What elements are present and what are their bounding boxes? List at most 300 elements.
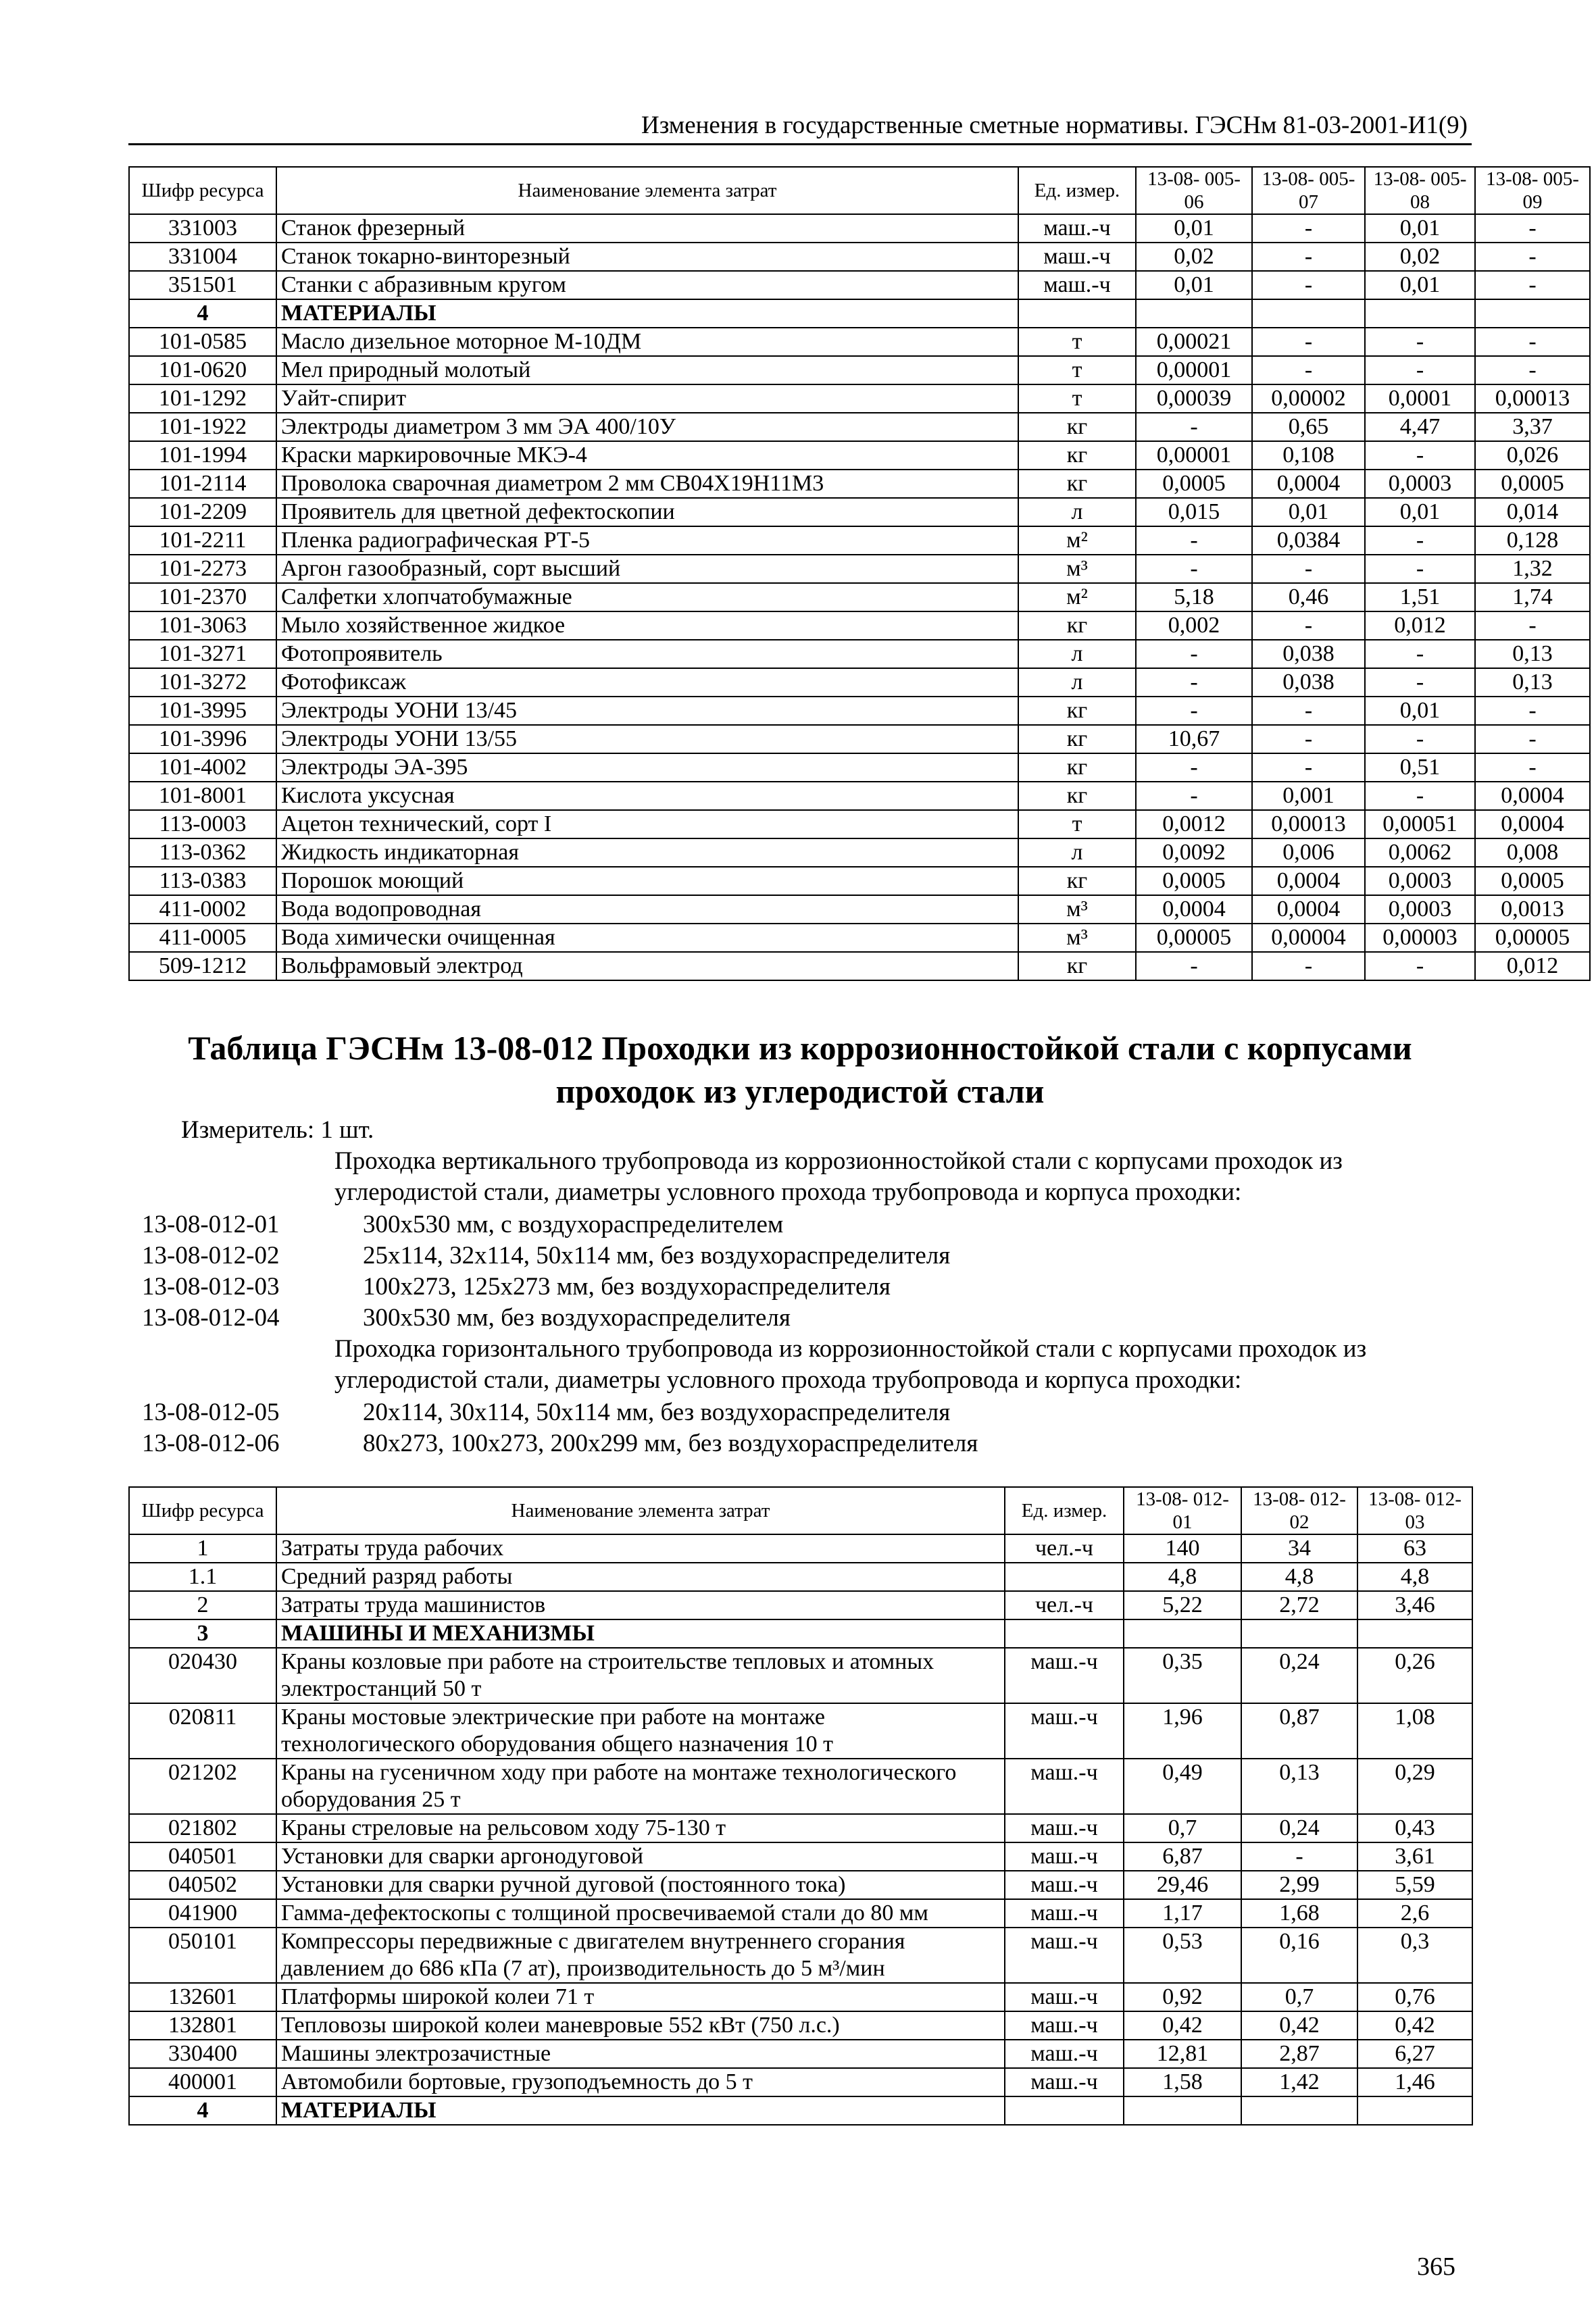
unit: кг [1018,725,1136,753]
resource-code: 050101 [129,1928,276,1983]
unit [1005,2096,1124,2125]
norm-value: 0,0005 [1475,470,1590,498]
norm-value: 0,16 [1241,1928,1357,1983]
norm-value: 0,00021 [1136,328,1252,356]
norm-value: - [1136,952,1252,980]
resource-code: 020811 [129,1703,276,1759]
resource-name: Краны на гусеничном ходу при работе на монтаже технологического оборудования 25 т [276,1759,1005,1814]
resource-name: Электроды ЭА-395 [276,753,1018,782]
norm-value: 0,0005 [1475,867,1590,895]
norm-value: 0,002 [1136,611,1252,640]
norm-value: 0,01 [1365,697,1475,725]
unit: маш.-ч [1005,2040,1124,2068]
resource-code: 113-0383 [129,867,276,895]
norm-value: - [1136,413,1252,441]
table-row [129,271,1590,299]
unit: маш.-ч [1005,1703,1124,1759]
unit: маш.-ч [1005,1928,1124,1983]
unit: кг [1018,441,1136,470]
norm-value: - [1252,611,1365,640]
resource-table-13-08-012 [128,1486,1473,2126]
norm-value: 0,0005 [1136,470,1252,498]
unit [1005,1619,1124,1648]
table-row [129,867,1590,895]
norm-value: 0,00039 [1136,384,1252,413]
norm-value: 0,53 [1124,1928,1241,1983]
norm-value: 0,49 [1124,1759,1241,1814]
table-row [129,2040,1472,2068]
resource-code: 020430 [129,1648,276,1703]
unit: маш.-ч [1005,2068,1124,2096]
unit: т [1018,328,1136,356]
norm-value: 0,0004 [1252,895,1365,924]
resource-name: Автомобили бортовые, грузоподъемность до 5 т [276,2068,1005,2096]
norm-code: 13-08-012-06 [142,1430,280,1457]
norm-value: - [1365,441,1475,470]
table-row [129,753,1590,782]
resource-name: Фотофиксаж [276,668,1018,697]
resource-code: 351501 [129,271,276,299]
page-number: 365 [1417,2253,1455,2281]
header-col: 13-08- 005-07 [1252,167,1365,214]
table-row [129,384,1590,413]
norm-value: 0,13 [1475,640,1590,668]
norm-value: 4,8 [1124,1563,1241,1591]
table-row [129,697,1590,725]
header-unit: Ед. измер. [1018,167,1136,214]
unit: м² [1018,583,1136,611]
norm-value [1357,1619,1472,1648]
table-row [129,526,1590,555]
header-code: Шифр ресурса [129,1487,276,1534]
resource-name: Вода химически очищенная [276,924,1018,952]
norm-value: - [1365,526,1475,555]
norm-value: 0,0013 [1475,895,1590,924]
resource-code: 101-2209 [129,498,276,526]
norm-value: 0,038 [1252,668,1365,697]
table-row [129,952,1590,980]
table-row [129,782,1590,810]
norm-value: - [1475,697,1590,725]
resource-code: 101-4002 [129,753,276,782]
norm-value: - [1252,243,1365,271]
table-row [129,1928,1472,1983]
norm-value: - [1252,555,1365,583]
norm-value: - [1475,271,1590,299]
norm-value: 2,99 [1241,1871,1357,1899]
norm-value: 1,32 [1475,555,1590,583]
resource-code: 330400 [129,2040,276,2068]
norm-value: 0,7 [1241,1983,1357,2011]
table-row [129,810,1590,838]
resource-code: 113-0362 [129,838,276,867]
norm-value: - [1252,697,1365,725]
norm-value: 0,108 [1252,441,1365,470]
table-row [129,583,1590,611]
resource-code: 021802 [129,1814,276,1842]
resource-name: Платформы широкой колеи 71 т [276,1983,1005,2011]
norm-value: - [1365,952,1475,980]
norm-value: 0,00002 [1252,384,1365,413]
norm-value [1357,2096,1472,2125]
resource-code: 101-1994 [129,441,276,470]
unit: маш.-ч [1018,271,1136,299]
resource-code: 1.1 [129,1563,276,1591]
unit: т [1018,384,1136,413]
unit: т [1018,356,1136,384]
resource-code: 101-8001 [129,782,276,810]
unit: т [1018,810,1136,838]
resource-code: 101-1292 [129,384,276,413]
header-col: 13-08- 005-06 [1136,167,1252,214]
norm-value: - [1252,328,1365,356]
resource-code: 4 [129,2096,276,2125]
resource-name: Установки для сварки аргонодуговой [276,1842,1005,1871]
norm-value: 0,29 [1357,1759,1472,1814]
table-row [129,243,1590,271]
norm-value: - [1475,243,1590,271]
unit: маш.-ч [1005,1814,1124,1842]
resource-name: Мел природный молотый [276,356,1018,384]
norm-value: 3,61 [1357,1842,1472,1871]
norm-value: 0,0004 [1136,895,1252,924]
unit: кг [1018,413,1136,441]
norm-value: 2,72 [1241,1591,1357,1619]
norm-value: 0,0003 [1365,470,1475,498]
norm-value: 140 [1124,1534,1241,1563]
norm-value: 0,51 [1365,753,1475,782]
table-row [129,1648,1472,1703]
norm-value: - [1475,356,1590,384]
norm-value: - [1475,328,1590,356]
norm-value [1365,299,1475,328]
norm-value: 0,01 [1136,271,1252,299]
norm-value: 0,24 [1241,1814,1357,1842]
resource-code: 101-1922 [129,413,276,441]
norm-description: 300x530 мм, без воздухораспределителя [363,1304,791,1332]
header-col: 13-08- 012-02 [1241,1487,1357,1534]
resource-name: Машины электрозачистные [276,2040,1005,2068]
resource-name: Проявитель для цветной дефектоскопии [276,498,1018,526]
running-header-text: Изменения в государственные сметные нормативы. ГЭСНм 81-03-2001-И1(9) [641,111,1468,139]
header-col: 13-08- 005-09 [1475,167,1590,214]
unit: чел.-ч [1005,1534,1124,1563]
unit: л [1018,498,1136,526]
resource-code: 132801 [129,2011,276,2040]
resource-name: Масло дизельное моторное М-10ДМ [276,328,1018,356]
header-col: 13-08- 012-01 [1124,1487,1241,1534]
norm-value: 1,74 [1475,583,1590,611]
norm-value: 0,76 [1357,1983,1472,2011]
resource-code: 101-3271 [129,640,276,668]
norm-value: 0,0001 [1365,384,1475,413]
norm-value: 5,18 [1136,583,1252,611]
norm-value: - [1252,214,1365,243]
header-unit: Ед. измер. [1005,1487,1124,1534]
norm-value: 0,0384 [1252,526,1365,555]
unit: м³ [1018,924,1136,952]
resource-code: 400001 [129,2068,276,2096]
resource-code: 1 [129,1534,276,1563]
resource-name: Кислота уксусная [276,782,1018,810]
table-row [129,413,1590,441]
norm-value: 0,00001 [1136,441,1252,470]
table-row [129,1703,1472,1759]
norm-value: 0,02 [1136,243,1252,271]
resource-name: Мыло хозяйственное жидкое [276,611,1018,640]
resource-code: 509-1212 [129,952,276,980]
table-row [129,1591,1472,1619]
unit: л [1018,640,1136,668]
norm-value: 6,27 [1357,2040,1472,2068]
resource-name: Пленка радиографическая РТ-5 [276,526,1018,555]
table-row [129,1899,1472,1928]
resource-code: 411-0005 [129,924,276,952]
norm-value: 0,0005 [1136,867,1252,895]
unit: кг [1018,782,1136,810]
table-title-line-1: Таблица ГЭСНм 13-08-012 Проходки из коррозионностойкой стали с корпусами [188,1029,1412,1067]
norm-value: 0,01 [1136,214,1252,243]
norm-value: 0,026 [1475,441,1590,470]
unit: маш.-ч [1018,243,1136,271]
norm-value: 34 [1241,1534,1357,1563]
norm-value: - [1475,214,1590,243]
running-header [128,108,1472,145]
resource-name: Жидкость индикаторная [276,838,1018,867]
description-horizontal: Проходка горизонтального трубопровода из коррозионностойкой стали с корпусами проходок из углеродистой стали, диаметры условного прохода трубопровода и корпуса проходки: [334,1335,1367,1394]
section-row [129,299,1590,328]
table-row [129,498,1590,526]
description-vertical: Проходка вертикального трубопровода из коррозионностойкой стали с корпусами проходок из углеродистой стали, диаметры условного прохода трубопровода и корпуса проходки: [334,1147,1343,1206]
norm-value: 0,00001 [1136,356,1252,384]
norm-value: 0,42 [1357,2011,1472,2040]
resource-name: Краны стреловые на рельсовом ходу 75-130 т [276,1814,1005,1842]
norm-value: - [1365,782,1475,810]
norm-value: 0,012 [1475,952,1590,980]
norm-item [142,1209,1466,1240]
norm-value: - [1365,555,1475,583]
unit: чел.-ч [1005,1591,1124,1619]
norm-value [1136,299,1252,328]
resource-code: 113-0003 [129,810,276,838]
norm-value: 1,46 [1357,2068,1472,2096]
norm-value: 0,0003 [1365,895,1475,924]
resource-code: 021202 [129,1759,276,1814]
table-row [129,1871,1472,1899]
section-row [129,2096,1472,2125]
norm-value: 1,68 [1241,1899,1357,1928]
norm-value: - [1365,640,1475,668]
resource-name: Фотопроявитель [276,640,1018,668]
unit: кг [1018,697,1136,725]
norm-value: - [1136,697,1252,725]
norm-item [142,1428,1466,1459]
norm-item [142,1303,1466,1334]
table-row [129,356,1590,384]
table-row [129,2068,1472,2096]
norm-value: 5,22 [1124,1591,1241,1619]
resource-name: Станок токарно-винторезный [276,243,1018,271]
norm-value: 0,0003 [1365,867,1475,895]
norm-value: 0,42 [1124,2011,1241,2040]
resource-name: Порошок моющий [276,867,1018,895]
norm-value: 0,128 [1475,526,1590,555]
resource-code: 101-0620 [129,356,276,384]
table-row [129,441,1590,470]
resource-name: МАТЕРИАЛЫ [276,299,1018,328]
unit: маш.-ч [1005,2011,1124,2040]
norm-description: 80x273, 100x273, 200x299 мм, без воздухораспределителя [363,1430,978,1457]
norm-value: 0,01 [1365,214,1475,243]
resource-name: МАШИНЫ И МЕХАНИЗМЫ [276,1619,1005,1648]
norm-value: 1,96 [1124,1703,1241,1759]
resource-name: Проволока сварочная диаметром 2 мм СВ04Х19Н11М3 [276,470,1018,498]
norm-value: 29,46 [1124,1871,1241,1899]
norm-description: 100x273, 125x273 мм, без воздухораспределителя [363,1273,891,1301]
table-row [129,1983,1472,2011]
norm-value: 1,08 [1357,1703,1472,1759]
table-row [129,1534,1472,1563]
unit [1018,299,1136,328]
resource-code: 101-2273 [129,555,276,583]
table-header-row [129,167,1590,214]
table-row [129,214,1590,243]
norm-value: 4,8 [1241,1563,1357,1591]
table-row [129,668,1590,697]
norm-value: 4,47 [1365,413,1475,441]
unit: м³ [1018,555,1136,583]
norm-value: 0,0004 [1475,782,1590,810]
unit: л [1018,838,1136,867]
norm-value: 0,008 [1475,838,1590,867]
norm-value: 0,26 [1357,1648,1472,1703]
norm-value: 0,01 [1365,271,1475,299]
table-row [129,1759,1472,1814]
norm-value: 0,00005 [1475,924,1590,952]
table-row [129,640,1590,668]
norm-code: 13-08-012-04 [142,1304,280,1332]
table-header-row [129,1487,1472,1534]
norm-value: 5,59 [1357,1871,1472,1899]
header-code: Шифр ресурса [129,167,276,214]
resource-code: 101-2114 [129,470,276,498]
norm-value: 0,001 [1252,782,1365,810]
table-row [129,1814,1472,1842]
norm-value: 10,67 [1136,725,1252,753]
norm-value [1241,1619,1357,1648]
norm-value: 0,00013 [1475,384,1590,413]
norm-description: 300x530 мм, с воздухораспределителем [363,1211,784,1238]
norm-value: - [1252,952,1365,980]
unit: л [1018,668,1136,697]
unit: маш.-ч [1005,1842,1124,1871]
norm-description: 25x114, 32x114, 50x114 мм, без воздухораспределителя [363,1242,951,1269]
norm-value: - [1365,668,1475,697]
norm-value: 3,37 [1475,413,1590,441]
unit: кг [1018,952,1136,980]
resource-code: 3 [129,1619,276,1648]
norm-value: - [1241,1842,1357,1871]
resource-name: МАТЕРИАЛЫ [276,2096,1005,2125]
norm-value: 0,24 [1241,1648,1357,1703]
norm-value: 4,8 [1357,1563,1472,1591]
norm-value: 0,46 [1252,583,1365,611]
resource-code: 331004 [129,243,276,271]
norm-value: - [1252,725,1365,753]
norm-value: 0,42 [1241,2011,1357,2040]
norm-value: - [1475,611,1590,640]
norm-value: 0,43 [1357,1814,1472,1842]
resource-code: 041900 [129,1899,276,1928]
norm-value: - [1365,356,1475,384]
unit: кг [1018,867,1136,895]
norm-value: - [1136,668,1252,697]
resource-code: 040502 [129,1871,276,1899]
norm-value: 1,42 [1241,2068,1357,2096]
norm-value: 0,0092 [1136,838,1252,867]
resource-code: 101-2370 [129,583,276,611]
norm-item [142,1272,1466,1303]
norm-value: - [1252,753,1365,782]
norm-code: 13-08-012-03 [142,1273,280,1301]
table-row [129,924,1590,952]
resource-name: Вольфрамовый электрод [276,952,1018,980]
header-name: Наименование элемента затрат [276,1487,1005,1534]
norm-value: 0,006 [1252,838,1365,867]
norm-value: 0,015 [1136,498,1252,526]
norm-value: 0,87 [1241,1703,1357,1759]
resource-code: 040501 [129,1842,276,1871]
resource-name: Затраты труда рабочих [276,1534,1005,1563]
norm-value: 0,0012 [1136,810,1252,838]
resource-name: Вода водопроводная [276,895,1018,924]
unit: маш.-ч [1005,1648,1124,1703]
norm-value: 0,01 [1252,498,1365,526]
resource-name: Краны мостовые электрические при работе на монтаже технологического оборудования общего назначения 10 т [276,1703,1005,1759]
resource-code: 101-3272 [129,668,276,697]
norm-value: - [1136,555,1252,583]
norm-value: 3,46 [1357,1591,1472,1619]
resource-code: 101-3996 [129,725,276,753]
table-row [129,470,1590,498]
resource-code: 101-3995 [129,697,276,725]
resource-name: Станок фрезерный [276,214,1018,243]
norm-value: 0,014 [1475,498,1590,526]
norm-value: - [1252,356,1365,384]
measure-unit: Измеритель: 1 шт. [181,1116,374,1144]
norm-value: - [1365,328,1475,356]
resource-name: Затраты труда машинистов [276,1591,1005,1619]
norm-value: 0,00004 [1252,924,1365,952]
table-row [129,2011,1472,2040]
norm-value: - [1136,640,1252,668]
unit: кг [1018,611,1136,640]
table-row [129,328,1590,356]
norm-value: 0,038 [1252,640,1365,668]
resource-name: Электроды УОНИ 13/45 [276,697,1018,725]
resource-name: Краны козловые при работе на строительстве тепловых и атомных электростанций 50 т [276,1648,1005,1703]
resource-code: 101-3063 [129,611,276,640]
norm-item [142,1397,1466,1428]
resource-name: Установки для сварки ручной дуговой (постоянного тока) [276,1871,1005,1899]
norm-item [142,1240,1466,1272]
table-row [129,1842,1472,1871]
table-title-line-2: проходок из углеродистой стали [555,1072,1045,1110]
norm-value [1124,1619,1241,1648]
table-row [129,838,1590,867]
header-name: Наименование элемента затрат [276,167,1018,214]
unit [1005,1563,1124,1591]
